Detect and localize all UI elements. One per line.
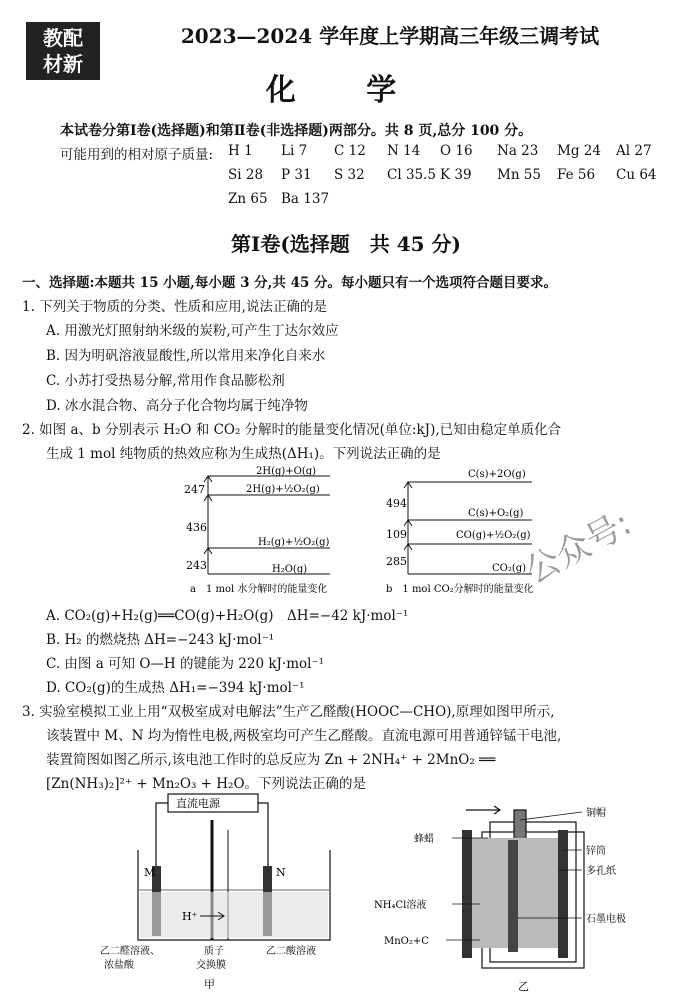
level-label: C(s)+2O(g) bbox=[468, 469, 526, 480]
q3-stem-line-3: 装置简图如图乙所示,该电池工作时的总反应为 Zn + 2NH₄⁺ + 2MnO₂ ══ bbox=[46, 752, 496, 768]
q1-option-d: D. 冰水混合物、高分子化合物均属于纯净物 bbox=[46, 398, 308, 414]
right-solution-label: 乙二酸溶液 bbox=[266, 946, 316, 957]
figure-caption: b 1 mol CO₂分解时的能量变化 bbox=[386, 584, 534, 595]
atomic-mass-item: H 1 bbox=[228, 143, 253, 159]
ion-label: H⁺ bbox=[182, 910, 198, 923]
q1-option-b: B. 因为明矾溶液显酸性,所以常用来净化自来水 bbox=[46, 348, 326, 364]
energy-value: 285 bbox=[386, 555, 407, 568]
q1-stem: 1. 下列关于物质的分类、性质和应用,说法正确的是 bbox=[22, 299, 327, 315]
zinc-label: 锌筒 bbox=[586, 846, 606, 857]
level-label: 2H(g)+O(g) bbox=[256, 466, 317, 477]
section-heading: 一、选择题:本题共 15 小题,每小题 3 分,共 45 分。每小题只有一个选项符合题目要求。 bbox=[22, 275, 558, 291]
level-label: C(s)+O₂(g) bbox=[468, 508, 524, 519]
level-label: H₂O(g) bbox=[272, 564, 308, 575]
membrane-label: 交换膜 bbox=[196, 960, 226, 971]
atomic-mass-item: C 12 bbox=[334, 143, 366, 159]
energy-value: 436 bbox=[186, 521, 207, 534]
left-solution-label: 浓盐酸 bbox=[104, 960, 134, 971]
electrode-m: M bbox=[144, 866, 156, 879]
q2-option-d: D. CO₂(g)的生成热 ΔH₁=−394 kJ·mol⁻¹ bbox=[46, 680, 305, 696]
atomic-mass-item: Cu 64 bbox=[616, 167, 657, 183]
left-solution-label: 乙二醛溶液、 bbox=[100, 946, 160, 957]
energy-diagram-a bbox=[180, 462, 360, 597]
level-label: 2H(g)+½O₂(g) bbox=[246, 484, 320, 495]
energy-value: 109 bbox=[386, 528, 407, 541]
q2-option-b: B. H₂ 的燃烧热 ΔH=−243 kJ·mol⁻¹ bbox=[46, 632, 275, 648]
atomic-mass-item: Li 7 bbox=[281, 143, 308, 159]
atomic-mass-item: Na 23 bbox=[497, 143, 539, 159]
atomic-mass-item: Cl 35.5 bbox=[387, 167, 436, 183]
figure-caption: a 1 mol 水分解时的能量变化 bbox=[190, 584, 328, 595]
intro-text: 本试卷分第Ⅰ卷(选择题)和第Ⅱ卷(非选择题)两部分。共 8 页,总分 100 分。 bbox=[60, 123, 533, 139]
energy-value: 494 bbox=[386, 497, 407, 510]
electrolysis-figure-jia bbox=[100, 790, 360, 996]
q2-stem-line-1: 2. 如图 a、b 分别表示 H₂O 和 CO₂ 分解时的能量变化情况(单位:kJ),已知由稳定单质化合 bbox=[22, 422, 562, 438]
atomic-mass-item: Zn 65 bbox=[228, 191, 268, 207]
energy-value: 243 bbox=[186, 559, 207, 572]
atomic-mass-label: 可能用到的相对原子质量: bbox=[60, 147, 214, 163]
part-title: 第Ⅰ卷(选择题 共 45 分) bbox=[230, 232, 462, 256]
exam-title: 2023—2024 学年度上学期高三年级三调考试 bbox=[180, 24, 600, 48]
q2-option-c: C. 由图 a 可知 O—H 的键能为 220 kJ·mol⁻¹ bbox=[46, 656, 325, 672]
dry-cell-figure-yi bbox=[370, 800, 660, 996]
watermark: 公众号: bbox=[518, 503, 638, 592]
electrode-n: N bbox=[276, 866, 286, 879]
paper-label: 多孔纸 bbox=[586, 866, 616, 877]
atomic-mass-item: Fe 56 bbox=[557, 167, 596, 183]
logo-line-2: 材新 bbox=[43, 52, 83, 76]
q3-stem-line-1: 3. 实验室模拟工业上用“双极室成对电解法”生产乙醛酸(HOOC—CHO),原理如图甲所示, bbox=[22, 704, 555, 720]
atomic-mass-item: K 39 bbox=[440, 167, 472, 183]
q3-stem-line-4: [Zn(NH₃)₂]²⁺ + Mn₂O₃ + H₂O。下列说法正确的是 bbox=[46, 776, 367, 792]
mno2-label: MnO₂+C bbox=[384, 936, 429, 947]
subject-title: 化 学 bbox=[265, 73, 427, 108]
wax-label: 蜂蜡 bbox=[414, 834, 434, 845]
atomic-mass-item: Ba 137 bbox=[281, 191, 330, 207]
graphite-label: 石墨电极 bbox=[586, 914, 626, 925]
figure-caption: 乙 bbox=[518, 980, 529, 993]
level-label: H₂(g)+½O₂(g) bbox=[258, 537, 330, 548]
cap-label: 铜帽 bbox=[586, 808, 606, 819]
level-label: CO₂(g) bbox=[492, 563, 527, 574]
level-label: CO(g)+½O₂(g) bbox=[456, 530, 531, 541]
atomic-mass-item: P 31 bbox=[281, 167, 312, 183]
q2-option-a: A. CO₂(g)+H₂(g)══CO(g)+H₂O(g) ΔH=−42 kJ·mol⁻¹ bbox=[46, 608, 409, 624]
figure-caption: 甲 bbox=[204, 978, 215, 991]
power-label: 直流电源 bbox=[176, 797, 220, 810]
atomic-mass-item: O 16 bbox=[440, 143, 473, 159]
atomic-mass-item: Si 28 bbox=[228, 167, 264, 183]
atomic-mass-item: N 14 bbox=[387, 143, 421, 159]
atomic-mass-item: Mg 24 bbox=[557, 143, 601, 159]
electrolyte-label: NH₄Cl溶液 bbox=[374, 900, 427, 911]
atomic-mass-item: Mn 55 bbox=[497, 167, 541, 183]
atomic-mass-item: S 32 bbox=[334, 167, 365, 183]
q1-option-c: C. 小苏打受热易分解,常用作食品膨松剂 bbox=[46, 373, 285, 389]
q2-stem-line-2: 生成 1 mol 纯物质的热效应称为生成热(ΔH₁)。下列说法正确的是 bbox=[46, 446, 441, 462]
membrane-label: 质子 bbox=[204, 946, 224, 957]
logo-line-1: 教配 bbox=[43, 26, 83, 50]
energy-value: 247 bbox=[184, 483, 205, 496]
q1-option-a: A. 用激光灯照射纳米级的炭粉,可产生丁达尔效应 bbox=[46, 323, 339, 339]
atomic-mass-item: Al 27 bbox=[616, 143, 652, 159]
q3-stem-line-2: 该装置中 M、N 均为惰性电极,两极室均可产生乙醛酸。直流电源可用普通锌锰干电池, bbox=[46, 728, 562, 744]
